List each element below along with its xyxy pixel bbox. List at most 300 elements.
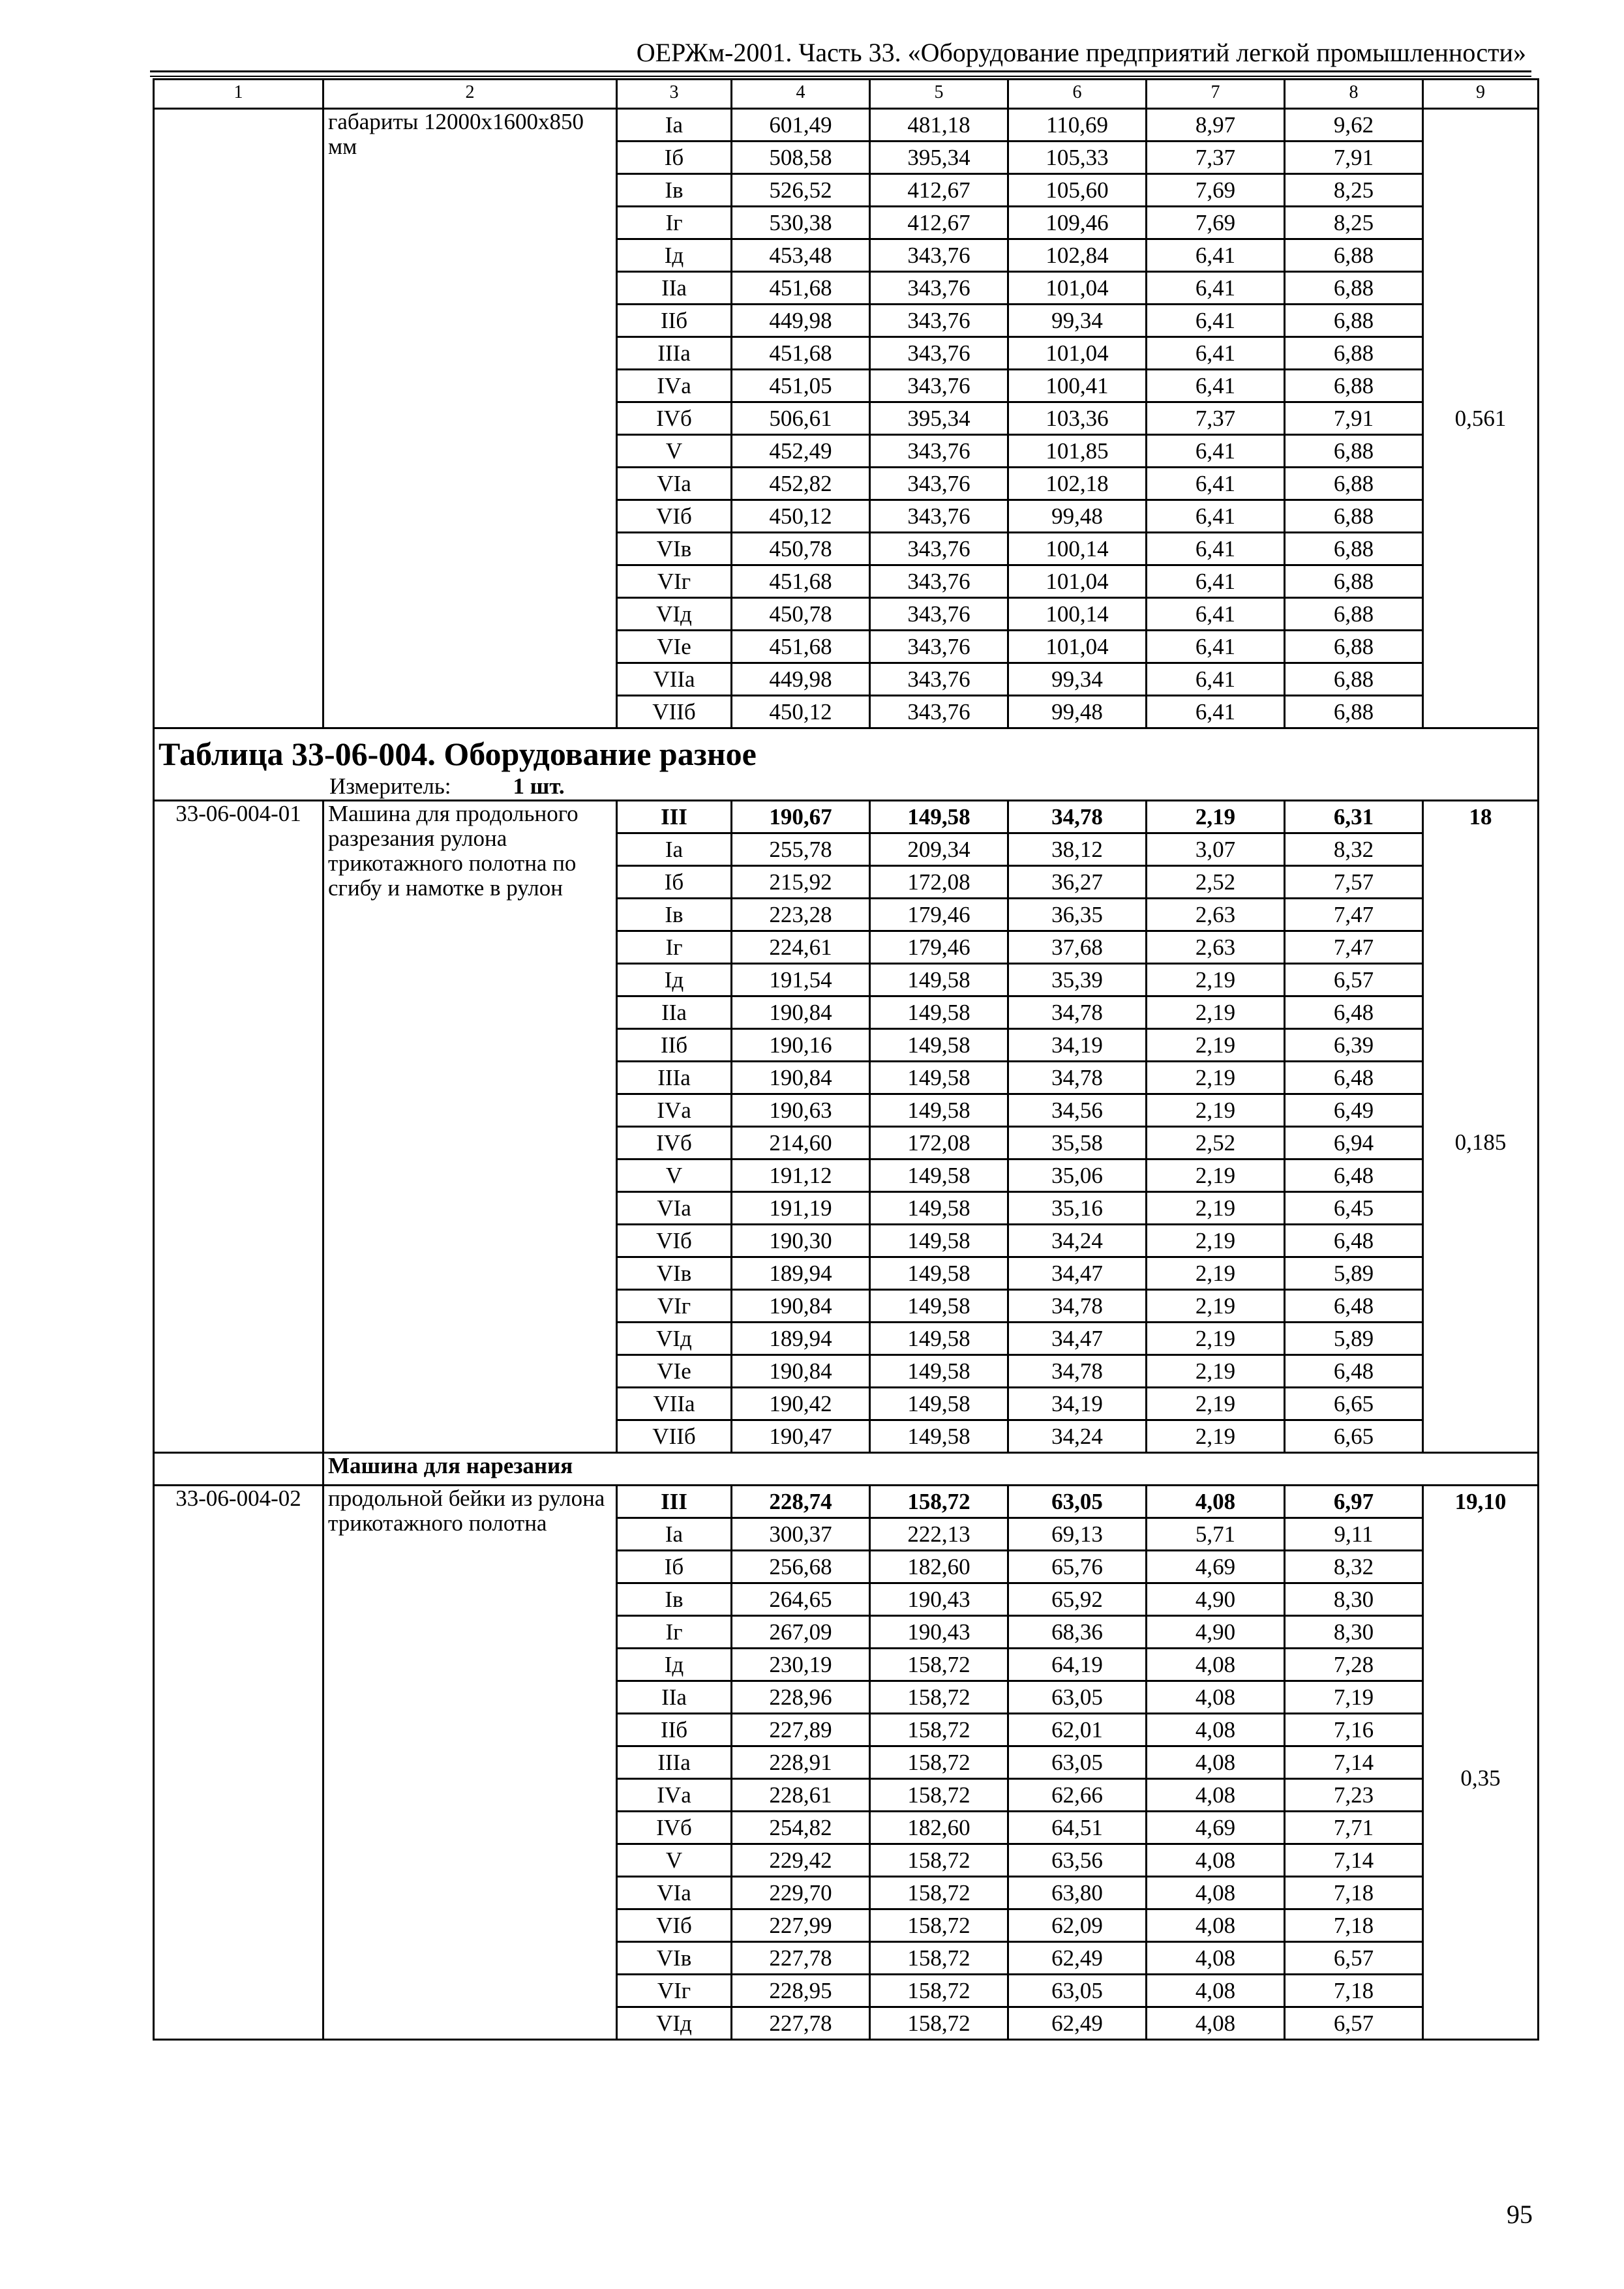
value-cell: 7,47 — [1285, 899, 1423, 931]
zone-cell: Iа — [617, 109, 732, 142]
value-cell: 64,51 — [1008, 1812, 1147, 1844]
zone-cell: Iа — [617, 1518, 732, 1551]
zone-cell: VIб — [617, 1909, 732, 1942]
value-cell: 190,84 — [732, 1062, 870, 1094]
measure-line — [329, 773, 1533, 800]
value-cell: 254,82 — [732, 1812, 870, 1844]
value-cell: 4,08 — [1147, 1486, 1285, 1518]
column-number: 3 — [617, 80, 732, 109]
value-cell: 6,41 — [1147, 305, 1285, 337]
mass-cell: 19,10 — [1423, 1486, 1539, 1518]
value-cell: 149,58 — [870, 996, 1008, 1029]
zone-cell: VIIб — [617, 696, 732, 728]
value-cell: 450,78 — [732, 598, 870, 631]
value-cell: 105,60 — [1008, 174, 1147, 207]
value-cell: 36,27 — [1008, 866, 1147, 899]
value-cell: 343,76 — [870, 533, 1008, 565]
value-cell: 63,80 — [1008, 1877, 1147, 1909]
value-cell: 62,01 — [1008, 1714, 1147, 1746]
zone-cell: IVб — [617, 1127, 732, 1159]
value-cell: 69,13 — [1008, 1518, 1147, 1551]
value-cell: 101,04 — [1008, 565, 1147, 598]
zone-cell: VIа — [617, 1192, 732, 1225]
value-cell: 6,41 — [1147, 533, 1285, 565]
page-number: 95 — [1507, 2200, 1533, 2229]
value-cell: 227,78 — [732, 1942, 870, 1975]
value-cell: 6,41 — [1147, 468, 1285, 500]
value-cell: 190,16 — [732, 1029, 870, 1062]
value-cell: 449,98 — [732, 305, 870, 337]
value-cell: 228,91 — [732, 1746, 870, 1779]
value-cell: 343,76 — [870, 272, 1008, 305]
value-cell: 158,72 — [870, 1942, 1008, 1975]
value-cell: 228,61 — [732, 1779, 870, 1812]
value-cell: 149,58 — [870, 1062, 1008, 1094]
value-cell: 7,28 — [1285, 1649, 1423, 1681]
value-cell: 7,18 — [1285, 1877, 1423, 1909]
zone-cell: V — [617, 435, 732, 468]
column-number: 1 — [154, 80, 323, 109]
value-cell: 450,78 — [732, 533, 870, 565]
value-cell: 6,45 — [1285, 1192, 1423, 1225]
value-cell: 189,94 — [732, 1257, 870, 1290]
value-cell: 191,12 — [732, 1159, 870, 1192]
value-cell: 8,25 — [1285, 174, 1423, 207]
value-cell: 2,19 — [1147, 1257, 1285, 1290]
item-code: 33-06-004-01 — [154, 801, 323, 1453]
value-cell: 2,19 — [1147, 1029, 1285, 1062]
value-cell: 2,63 — [1147, 899, 1285, 931]
value-cell: 452,49 — [732, 435, 870, 468]
value-cell: 172,08 — [870, 866, 1008, 899]
value-cell: 190,84 — [732, 996, 870, 1029]
value-cell: 2,19 — [1147, 1290, 1285, 1323]
zone-cell: IIа — [617, 1681, 732, 1714]
zone-cell: IVа — [617, 1779, 732, 1812]
zone-cell: IVа — [617, 1094, 732, 1127]
value-cell: 6,48 — [1285, 1159, 1423, 1192]
value-cell: 7,69 — [1147, 207, 1285, 239]
value-cell: 6,31 — [1285, 801, 1423, 833]
zone-cell: VIг — [617, 1975, 732, 2007]
column-number: 2 — [323, 80, 617, 109]
value-cell: 343,76 — [870, 598, 1008, 631]
zone-cell: VIе — [617, 631, 732, 663]
value-cell: 267,09 — [732, 1616, 870, 1649]
zone-cell: Iв — [617, 899, 732, 931]
value-cell: 6,41 — [1147, 663, 1285, 696]
value-cell: 6,48 — [1285, 1062, 1423, 1094]
column-number: 9 — [1423, 80, 1539, 109]
value-cell: 214,60 — [732, 1127, 870, 1159]
value-cell: 179,46 — [870, 931, 1008, 964]
value-cell: 6,88 — [1285, 239, 1423, 272]
zone-cell: Iд — [617, 1649, 732, 1681]
measure-label: Измеритель: — [329, 773, 451, 799]
value-cell: 9,11 — [1285, 1518, 1423, 1551]
value-cell: 149,58 — [870, 964, 1008, 996]
value-cell: 8,30 — [1285, 1616, 1423, 1649]
value-cell: 149,58 — [870, 1420, 1008, 1453]
zone-cell: VIд — [617, 2007, 732, 2040]
value-cell: 6,88 — [1285, 305, 1423, 337]
value-cell: 6,57 — [1285, 964, 1423, 996]
value-cell: 5,89 — [1285, 1257, 1423, 1290]
table-title: Таблица 33-06-004. Оборудование разное — [158, 736, 757, 772]
empty-cell — [154, 1453, 323, 1486]
value-cell: 343,76 — [870, 468, 1008, 500]
value-cell: 63,56 — [1008, 1844, 1147, 1877]
zone-cell: IIб — [617, 305, 732, 337]
value-cell: 7,18 — [1285, 1975, 1423, 2007]
value-cell: 7,37 — [1147, 142, 1285, 174]
zone-cell: VIг — [617, 565, 732, 598]
zone-cell: IVа — [617, 370, 732, 402]
value-cell: 228,96 — [732, 1681, 870, 1714]
column-number: 5 — [870, 80, 1008, 109]
zone-cell: IIIа — [617, 1746, 732, 1779]
value-cell: 412,67 — [870, 207, 1008, 239]
value-cell: 3,07 — [1147, 833, 1285, 866]
value-cell: 149,58 — [870, 1192, 1008, 1225]
value-cell: 63,05 — [1008, 1486, 1147, 1518]
value-cell: 149,58 — [870, 1029, 1008, 1062]
value-cell: 451,68 — [732, 337, 870, 370]
value-cell: 481,18 — [870, 109, 1008, 142]
value-cell: 2,19 — [1147, 1062, 1285, 1094]
value-cell: 2,19 — [1147, 1355, 1285, 1388]
value-cell: 6,88 — [1285, 435, 1423, 468]
item-description: габариты 12000х1600х850 мм — [323, 109, 617, 728]
zone-cell: VIг — [617, 1290, 732, 1323]
zone-cell: VIе — [617, 1355, 732, 1388]
value-cell: 2,19 — [1147, 1323, 1285, 1355]
value-cell: 255,78 — [732, 833, 870, 866]
rates-table — [153, 78, 1539, 2041]
value-cell: 412,67 — [870, 174, 1008, 207]
value-cell: 158,72 — [870, 2007, 1008, 2040]
value-cell: 230,19 — [732, 1649, 870, 1681]
value-cell: 65,92 — [1008, 1583, 1147, 1616]
value-cell: 2,19 — [1147, 1159, 1285, 1192]
value-cell: 34,24 — [1008, 1420, 1147, 1453]
value-cell: 62,09 — [1008, 1909, 1147, 1942]
value-cell: 64,19 — [1008, 1649, 1147, 1681]
value-cell: 149,58 — [870, 1094, 1008, 1127]
zone-cell: IVб — [617, 1812, 732, 1844]
value-cell: 63,05 — [1008, 1746, 1147, 1779]
mass-cell: 0,35 — [1423, 1518, 1539, 2040]
value-cell: 149,58 — [870, 1225, 1008, 1257]
value-cell: 6,41 — [1147, 565, 1285, 598]
value-cell: 191,19 — [732, 1192, 870, 1225]
value-cell: 158,72 — [870, 1877, 1008, 1909]
value-cell: 4,08 — [1147, 1909, 1285, 1942]
value-cell: 105,33 — [1008, 142, 1147, 174]
value-cell: 449,98 — [732, 663, 870, 696]
value-cell: 6,88 — [1285, 272, 1423, 305]
value-cell: 601,49 — [732, 109, 870, 142]
value-cell: 451,68 — [732, 272, 870, 305]
value-cell: 149,58 — [870, 1388, 1008, 1420]
value-cell: 228,95 — [732, 1975, 870, 2007]
value-cell: 7,57 — [1285, 866, 1423, 899]
value-cell: 34,78 — [1008, 996, 1147, 1029]
mass-cell: 0,561 — [1423, 109, 1539, 728]
value-cell: 190,42 — [732, 1388, 870, 1420]
value-cell: 100,41 — [1008, 370, 1147, 402]
value-cell: 508,58 — [732, 142, 870, 174]
zone-cell: III — [617, 801, 732, 833]
value-cell: 158,72 — [870, 1714, 1008, 1746]
value-cell: 526,52 — [732, 174, 870, 207]
value-cell: 99,34 — [1008, 663, 1147, 696]
value-cell: 395,34 — [870, 142, 1008, 174]
value-cell: 343,76 — [870, 337, 1008, 370]
value-cell: 6,97 — [1285, 1486, 1423, 1518]
zone-cell: Iд — [617, 239, 732, 272]
zone-cell: VIв — [617, 1942, 732, 1975]
zone-cell: Iв — [617, 174, 732, 207]
value-cell: 62,66 — [1008, 1779, 1147, 1812]
value-cell: 8,97 — [1147, 109, 1285, 142]
value-cell: 103,36 — [1008, 402, 1147, 435]
value-cell: 8,32 — [1285, 833, 1423, 866]
value-cell: 6,88 — [1285, 370, 1423, 402]
value-cell: 6,41 — [1147, 370, 1285, 402]
value-cell: 34,78 — [1008, 801, 1147, 833]
value-cell: 2,63 — [1147, 931, 1285, 964]
zone-cell: VIб — [617, 1225, 732, 1257]
value-cell: 7,19 — [1285, 1681, 1423, 1714]
value-cell: 4,08 — [1147, 2007, 1285, 2040]
value-cell: 6,94 — [1285, 1127, 1423, 1159]
value-cell: 4,08 — [1147, 1714, 1285, 1746]
value-cell: 34,47 — [1008, 1257, 1147, 1290]
value-cell: 6,88 — [1285, 533, 1423, 565]
value-cell: 190,47 — [732, 1420, 870, 1453]
value-cell: 2,52 — [1147, 1127, 1285, 1159]
value-cell: 4,90 — [1147, 1616, 1285, 1649]
value-cell: 7,37 — [1147, 402, 1285, 435]
zone-cell: Iа — [617, 833, 732, 866]
value-cell: 6,39 — [1285, 1029, 1423, 1062]
value-cell: 2,19 — [1147, 1094, 1285, 1127]
value-cell: 215,92 — [732, 866, 870, 899]
value-cell: 4,08 — [1147, 1844, 1285, 1877]
measure-value: 1 шт. — [513, 773, 565, 799]
value-cell: 65,76 — [1008, 1551, 1147, 1583]
value-cell: 100,14 — [1008, 533, 1147, 565]
table-row — [154, 1486, 1539, 1518]
value-cell: 189,94 — [732, 1323, 870, 1355]
value-cell: 110,69 — [1008, 109, 1147, 142]
value-cell: 6,41 — [1147, 631, 1285, 663]
value-cell: 6,88 — [1285, 663, 1423, 696]
value-cell: 7,23 — [1285, 1779, 1423, 1812]
column-number-row — [154, 80, 1539, 109]
value-cell: 102,18 — [1008, 468, 1147, 500]
value-cell: 190,43 — [870, 1616, 1008, 1649]
value-cell: 343,76 — [870, 305, 1008, 337]
zone-cell: VIд — [617, 598, 732, 631]
value-cell: 7,18 — [1285, 1909, 1423, 1942]
value-cell: 6,48 — [1285, 996, 1423, 1029]
value-cell: 2,19 — [1147, 1225, 1285, 1257]
value-cell: 453,48 — [732, 239, 870, 272]
item-code — [154, 109, 323, 728]
table-row — [154, 801, 1539, 833]
value-cell: 2,19 — [1147, 801, 1285, 833]
value-cell: 256,68 — [732, 1551, 870, 1583]
value-cell: 6,48 — [1285, 1290, 1423, 1323]
value-cell: 149,58 — [870, 1257, 1008, 1290]
value-cell: 2,19 — [1147, 1420, 1285, 1453]
value-cell: 158,72 — [870, 1779, 1008, 1812]
value-cell: 6,49 — [1285, 1094, 1423, 1127]
zone-cell: Iд — [617, 964, 732, 996]
value-cell: 6,88 — [1285, 500, 1423, 533]
value-cell: 6,41 — [1147, 598, 1285, 631]
value-cell: 149,58 — [870, 1159, 1008, 1192]
table-title-row — [154, 728, 1539, 801]
value-cell: 4,69 — [1147, 1812, 1285, 1844]
value-cell: 343,76 — [870, 565, 1008, 598]
subheading: Машина для нарезания — [323, 1453, 1539, 1486]
value-cell: 7,16 — [1285, 1714, 1423, 1746]
value-cell: 5,71 — [1147, 1518, 1285, 1551]
value-cell: 8,25 — [1285, 207, 1423, 239]
value-cell: 172,08 — [870, 1127, 1008, 1159]
value-cell: 4,69 — [1147, 1551, 1285, 1583]
zone-cell: VIд — [617, 1323, 732, 1355]
column-number: 6 — [1008, 80, 1147, 109]
value-cell: 190,84 — [732, 1355, 870, 1388]
value-cell: 8,32 — [1285, 1551, 1423, 1583]
value-cell: 229,70 — [732, 1877, 870, 1909]
value-cell: 35,58 — [1008, 1127, 1147, 1159]
value-cell: 343,76 — [870, 631, 1008, 663]
value-cell: 450,12 — [732, 500, 870, 533]
zone-cell: IIб — [617, 1029, 732, 1062]
value-cell: 7,69 — [1147, 174, 1285, 207]
value-cell: 190,67 — [732, 801, 870, 833]
value-cell: 452,82 — [732, 468, 870, 500]
value-cell: 228,74 — [732, 1486, 870, 1518]
value-cell: 451,68 — [732, 565, 870, 598]
value-cell: 7,47 — [1285, 931, 1423, 964]
value-cell: 6,65 — [1285, 1420, 1423, 1453]
value-cell: 6,48 — [1285, 1355, 1423, 1388]
value-cell: 4,08 — [1147, 1649, 1285, 1681]
value-cell: 158,72 — [870, 1844, 1008, 1877]
zone-cell: Iв — [617, 1583, 732, 1616]
value-cell: 227,99 — [732, 1909, 870, 1942]
zone-cell: VIб — [617, 500, 732, 533]
value-cell: 62,49 — [1008, 2007, 1147, 2040]
value-cell: 343,76 — [870, 663, 1008, 696]
value-cell: 37,68 — [1008, 931, 1147, 964]
value-cell: 149,58 — [870, 801, 1008, 833]
zone-cell: III — [617, 1486, 732, 1518]
value-cell: 7,91 — [1285, 402, 1423, 435]
value-cell: 7,71 — [1285, 1812, 1423, 1844]
value-cell: 6,88 — [1285, 468, 1423, 500]
zone-cell: IVб — [617, 402, 732, 435]
value-cell: 4,08 — [1147, 1942, 1285, 1975]
header-rule — [150, 70, 1531, 72]
value-cell: 223,28 — [732, 899, 870, 931]
value-cell: 158,72 — [870, 1486, 1008, 1518]
value-cell: 395,34 — [870, 402, 1008, 435]
zone-cell: Iг — [617, 1616, 732, 1649]
value-cell: 6,57 — [1285, 1942, 1423, 1975]
zone-cell: Iб — [617, 1551, 732, 1583]
value-cell: 34,78 — [1008, 1355, 1147, 1388]
value-cell: 6,88 — [1285, 598, 1423, 631]
value-cell: 34,78 — [1008, 1290, 1147, 1323]
value-cell: 109,46 — [1008, 207, 1147, 239]
subheading-row — [154, 1453, 1539, 1486]
value-cell: 4,08 — [1147, 1779, 1285, 1812]
value-cell: 2,19 — [1147, 964, 1285, 996]
zone-cell: Iб — [617, 866, 732, 899]
value-cell: 227,89 — [732, 1714, 870, 1746]
value-cell: 149,58 — [870, 1290, 1008, 1323]
header-rule-thin — [150, 76, 1531, 77]
value-cell: 34,24 — [1008, 1225, 1147, 1257]
value-cell: 6,48 — [1285, 1225, 1423, 1257]
item-description: Машина для продольного разрезания рулона трикотажного полотна по сгибу и намотке в рулон — [323, 801, 617, 1453]
value-cell: 227,78 — [732, 2007, 870, 2040]
value-cell: 101,85 — [1008, 435, 1147, 468]
zone-cell: VIа — [617, 468, 732, 500]
value-cell: 191,54 — [732, 964, 870, 996]
value-cell: 34,47 — [1008, 1323, 1147, 1355]
value-cell: 34,78 — [1008, 1062, 1147, 1094]
value-cell: 451,05 — [732, 370, 870, 402]
value-cell: 179,46 — [870, 899, 1008, 931]
value-cell: 99,48 — [1008, 696, 1147, 728]
value-cell: 6,41 — [1147, 696, 1285, 728]
value-cell: 6,88 — [1285, 565, 1423, 598]
value-cell: 38,12 — [1008, 833, 1147, 866]
value-cell: 2,52 — [1147, 866, 1285, 899]
value-cell: 2,19 — [1147, 1388, 1285, 1420]
value-cell: 182,60 — [870, 1551, 1008, 1583]
value-cell: 4,08 — [1147, 1681, 1285, 1714]
value-cell: 2,19 — [1147, 1192, 1285, 1225]
value-cell: 451,68 — [732, 631, 870, 663]
value-cell: 190,84 — [732, 1290, 870, 1323]
zone-cell: IIб — [617, 1714, 732, 1746]
value-cell: 101,04 — [1008, 272, 1147, 305]
item-code: 33-06-004-02 — [154, 1486, 323, 2040]
value-cell: 4,08 — [1147, 1877, 1285, 1909]
item-description: продольной бейки из рулона трикотажного полотна — [323, 1486, 617, 2040]
value-cell: 8,30 — [1285, 1583, 1423, 1616]
value-cell: 99,48 — [1008, 500, 1147, 533]
value-cell: 222,13 — [870, 1518, 1008, 1551]
value-cell: 62,49 — [1008, 1942, 1147, 1975]
value-cell: 36,35 — [1008, 899, 1147, 931]
value-cell: 34,19 — [1008, 1029, 1147, 1062]
value-cell: 343,76 — [870, 239, 1008, 272]
value-cell: 99,34 — [1008, 305, 1147, 337]
value-cell: 34,56 — [1008, 1094, 1147, 1127]
value-cell: 35,06 — [1008, 1159, 1147, 1192]
value-cell: 229,42 — [732, 1844, 870, 1877]
